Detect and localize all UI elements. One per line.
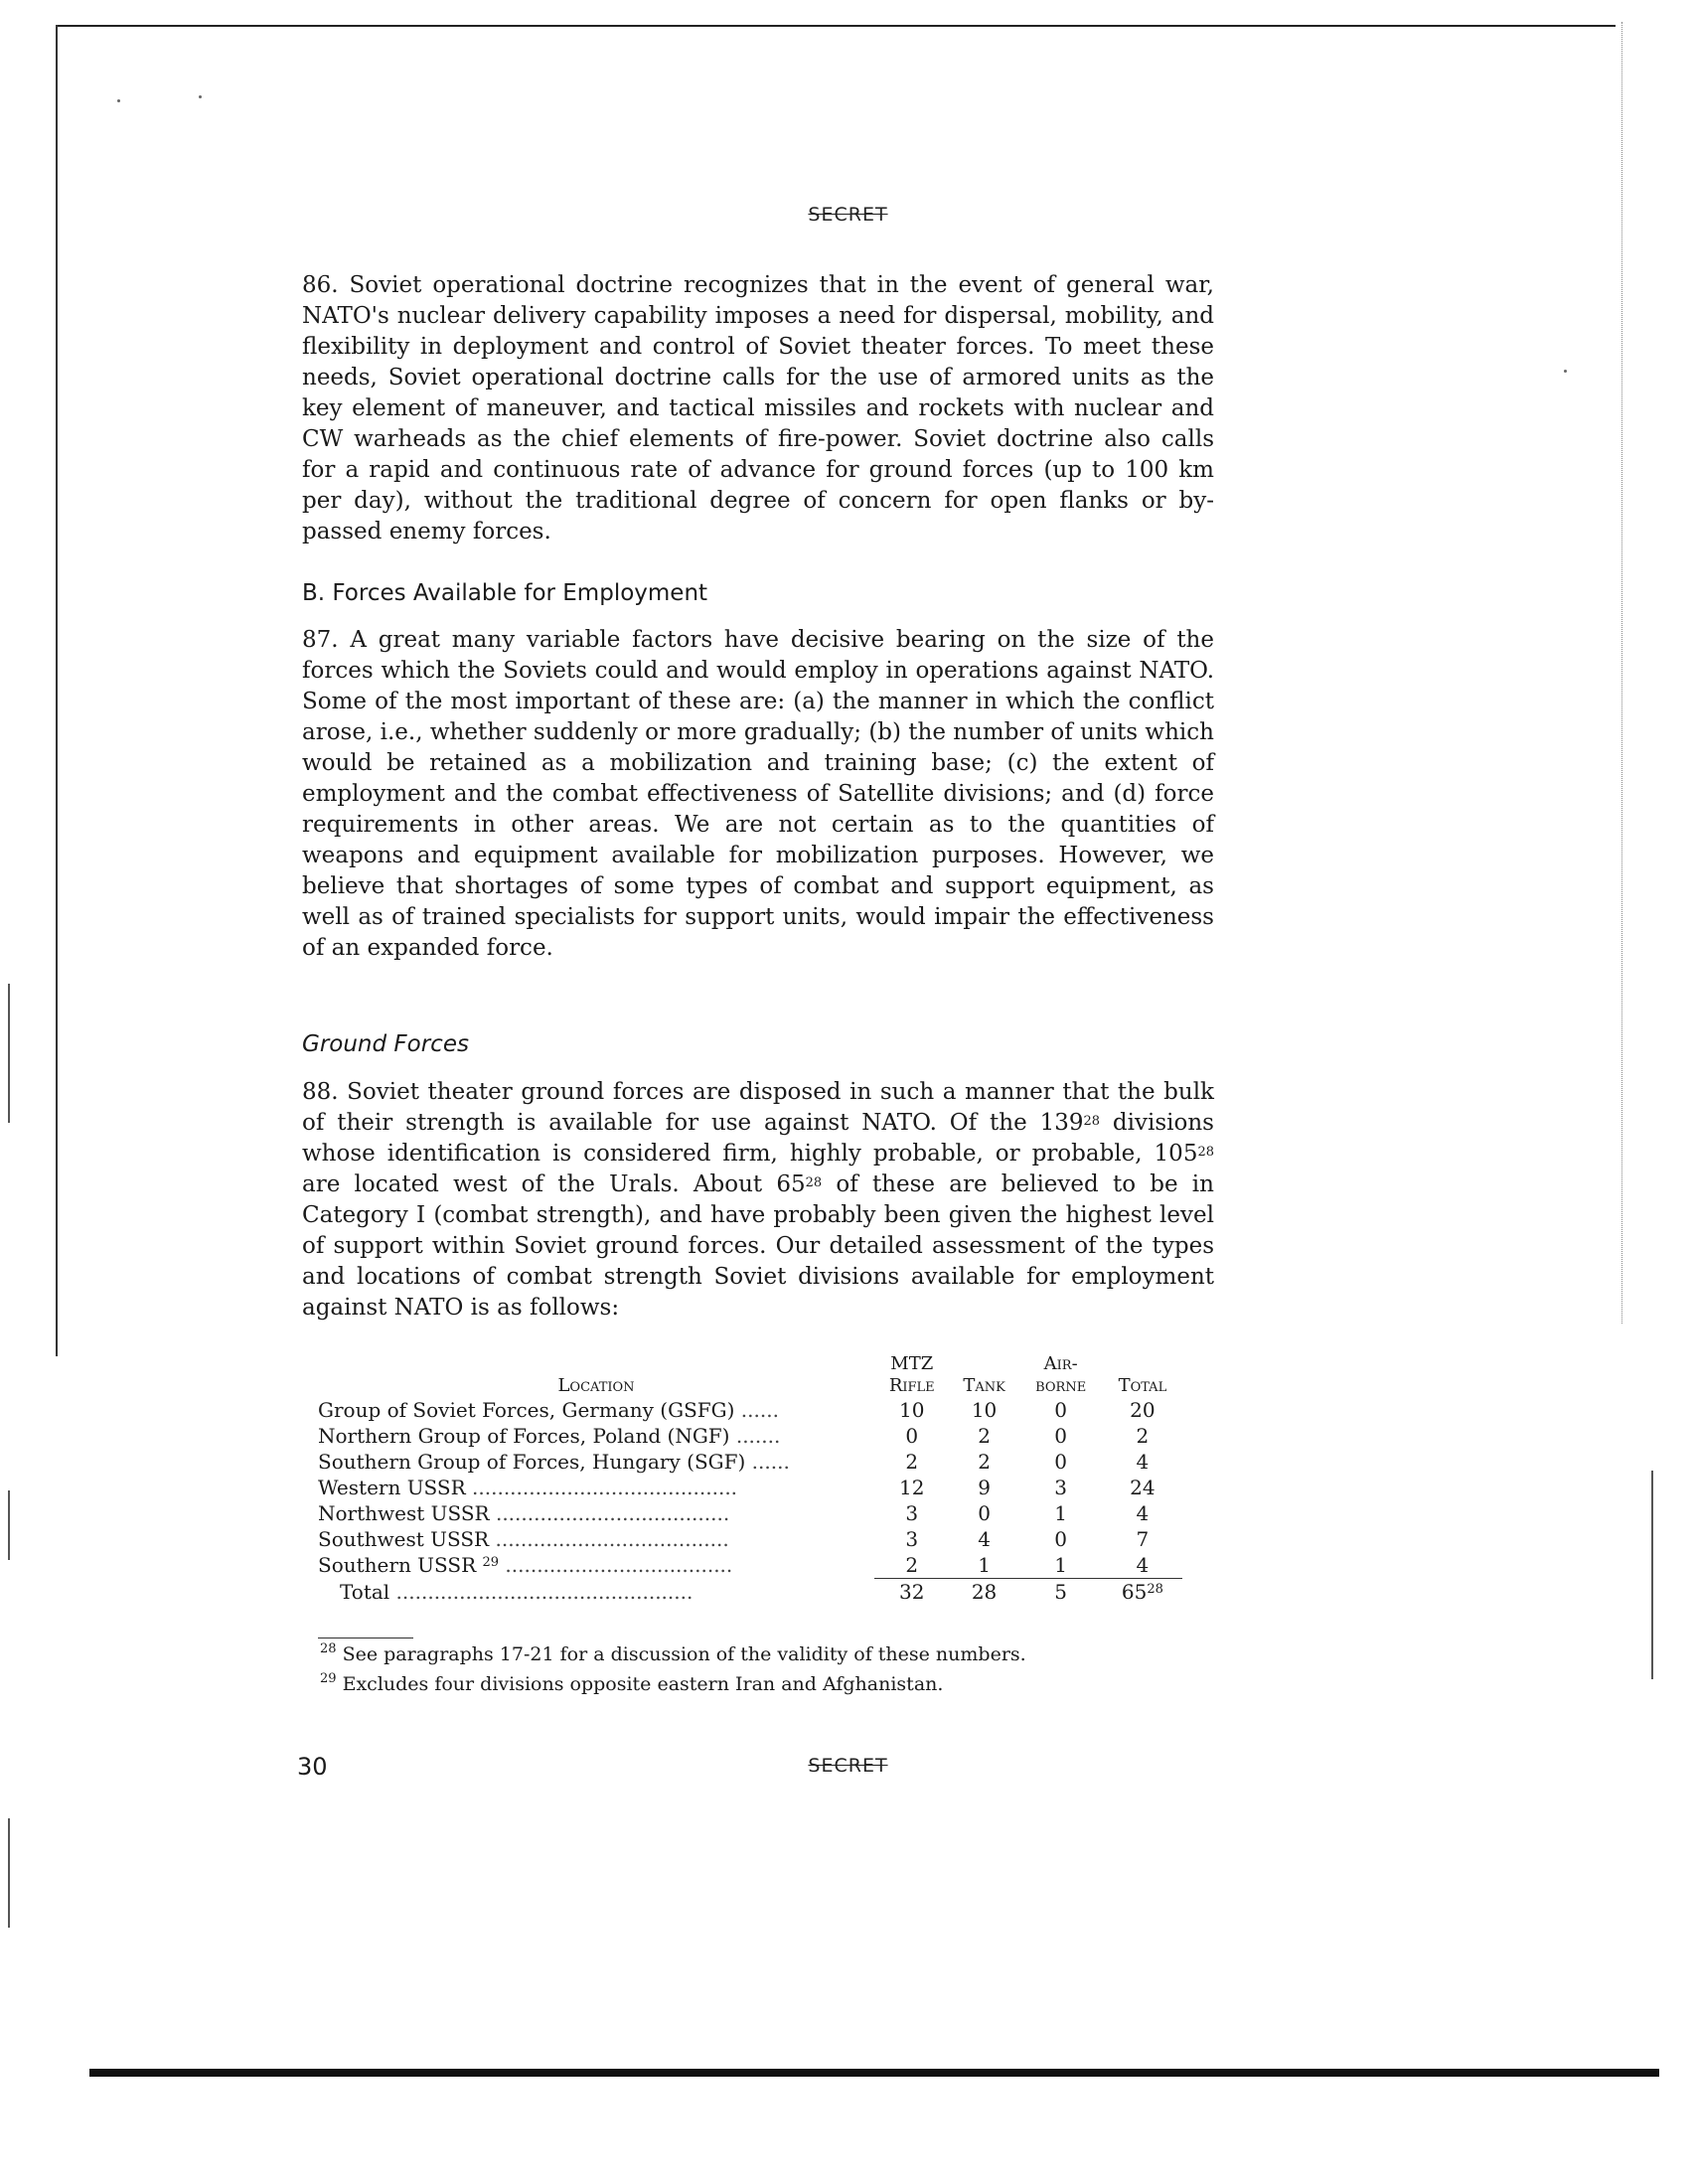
header-total: Total bbox=[1118, 1375, 1167, 1396]
table-row bbox=[318, 1475, 1182, 1500]
cell-total: 7 bbox=[1136, 1527, 1150, 1551]
cell-mtz: 12 bbox=[899, 1476, 925, 1499]
table-row bbox=[318, 1397, 1182, 1423]
scan-speck bbox=[199, 95, 202, 98]
header-mtz-rifle bbox=[874, 1353, 950, 1397]
cell-mtz: 2 bbox=[905, 1553, 919, 1577]
classification-header: SECRET bbox=[808, 204, 888, 226]
footnote-28-text: See paragraphs 17-21 for a discussion of the validity of these numbers. bbox=[342, 1643, 1026, 1665]
footnote-ref-28: 28 bbox=[805, 1175, 823, 1190]
table-row bbox=[318, 1500, 1182, 1526]
classification-footer: SECRET bbox=[808, 1755, 888, 1777]
footnote-29 bbox=[320, 1673, 943, 1695]
cell-mtz: 3 bbox=[905, 1501, 919, 1525]
cell-airborne: 0 bbox=[1054, 1450, 1068, 1474]
cell-total: 4 bbox=[1136, 1450, 1150, 1474]
table-total-row bbox=[318, 1579, 1182, 1606]
paragraph-88-text: of these are believed to be in Category I (combat strength), and have probably been given the highest level of support within Soviet ground forces. Our detailed assessment of the types and locations of combat strength Soviet divisions available for employment against NATO is as follows: bbox=[302, 1171, 1214, 1321]
table-row bbox=[318, 1526, 1182, 1552]
location-label: Western USSR bbox=[318, 1476, 466, 1499]
row-location bbox=[318, 1449, 874, 1475]
header-borne: borne bbox=[1035, 1375, 1087, 1396]
row-location bbox=[318, 1475, 874, 1500]
cell-airborne-total: 5 bbox=[1019, 1579, 1103, 1606]
cell-airborne: 1 bbox=[1054, 1501, 1068, 1525]
row-location bbox=[318, 1423, 874, 1449]
page-bottom-rule bbox=[89, 2069, 1659, 2077]
leader-dots: ...... bbox=[734, 1398, 779, 1422]
header-airborne bbox=[1019, 1353, 1103, 1397]
cell-airborne: 0 bbox=[1054, 1527, 1068, 1551]
cell-tank: 9 bbox=[978, 1476, 991, 1499]
scan-edge-mark bbox=[8, 984, 10, 1123]
cell-tank: 2 bbox=[978, 1450, 991, 1474]
header-rifle: Rifle bbox=[888, 1375, 935, 1396]
cell-total: 24 bbox=[1130, 1476, 1156, 1499]
cell-mtz: 3 bbox=[905, 1527, 919, 1551]
row-location bbox=[318, 1579, 874, 1606]
table-header-row bbox=[318, 1353, 1182, 1397]
paragraph-87: 87. A great many variable factors have decisive bearing on the size of the forces which the Soviets could and would employ in operations against NATO. Some of the most important of these are: (a) the manner in which the conflict arose, i.e., whether suddenly or more gradually; (b) the number of units which would be retained as a mobilization and training base; (c) the extent of employment and the combat effectiveness of Satellite divisions; and (d) force requirements in other areas. We are not certain as to the quantities of weapons and equipment available for mobilization purposes. However, we believe that shortages of some types of combat and support equipment, as well as of trained specialists for support units, would impair the effectiveness of an expanded force. bbox=[302, 627, 1214, 961]
cell-tank: 0 bbox=[978, 1501, 991, 1525]
cell-tank: 2 bbox=[978, 1424, 991, 1448]
leader-dots: ....... bbox=[729, 1424, 781, 1448]
cell-airborne: 3 bbox=[1054, 1476, 1068, 1499]
total-label: Total bbox=[340, 1579, 390, 1604]
leader-dots: .................................... bbox=[499, 1553, 733, 1578]
cell-airborne: 0 bbox=[1054, 1424, 1068, 1448]
paragraph-86: 86. Soviet operational doctrine recognizes that in the event of general war, NATO's nuclear delivery capability imposes a need for dispersal, mobility, and flexibility in deployment and control of Soviet theater forces. To meet these needs, Soviet operational doctrine calls for the use of armored units as the key element of maneuver, and tactical missiles and rockets with nuclear and CW warheads as the chief elements of fire-power. Soviet doctrine also calls for a rapid and continuous rate of advance for ground forces (up to 100 km per day), without the traditional degree of concern for open flanks or by-passed enemy forces. bbox=[302, 272, 1214, 545]
cell-total: 4 bbox=[1136, 1501, 1150, 1525]
row-location bbox=[318, 1552, 874, 1579]
divisions-table bbox=[318, 1353, 1182, 1605]
footnote-ref-29: 29 bbox=[482, 1555, 500, 1571]
location-label: Southern Group of Forces, Hungary (SGF) bbox=[318, 1450, 746, 1474]
cell-airborne: 0 bbox=[1054, 1398, 1068, 1422]
footnote-mark-29: 29 bbox=[320, 1671, 337, 1686]
leader-dots: ..................................... bbox=[489, 1527, 729, 1551]
cell-total: 20 bbox=[1130, 1398, 1156, 1422]
scan-speck bbox=[117, 99, 120, 102]
cell-mtz-total: 32 bbox=[874, 1579, 950, 1606]
location-label: Northwest USSR bbox=[318, 1501, 490, 1525]
row-location bbox=[318, 1500, 874, 1526]
footnote-mark-28: 28 bbox=[320, 1641, 337, 1656]
footnote-29-text: Excludes four divisions opposite eastern Iran and Afghanistan. bbox=[342, 1673, 944, 1695]
page-number: 30 bbox=[297, 1753, 328, 1781]
scan-speck bbox=[1564, 370, 1567, 373]
cell-total: 4 bbox=[1136, 1553, 1150, 1577]
cell-mtz: 10 bbox=[899, 1398, 925, 1422]
footnote-28 bbox=[320, 1643, 1026, 1665]
cell-tank: 10 bbox=[971, 1398, 998, 1422]
scan-edge-mark bbox=[1651, 1471, 1653, 1679]
table-row bbox=[318, 1449, 1182, 1475]
location-label: Southwest USSR bbox=[318, 1527, 490, 1551]
leader-dots: .......................................... bbox=[465, 1476, 738, 1499]
cell-mtz: 0 bbox=[905, 1424, 919, 1448]
cell-tank: 1 bbox=[978, 1553, 991, 1577]
row-location bbox=[318, 1397, 874, 1423]
grand-total-value: 65 bbox=[1121, 1580, 1148, 1604]
paragraph-88-text: divisions whose identification is considered firm, highly probable, or probable, 105 bbox=[302, 1110, 1214, 1167]
leader-dots: ..................................... bbox=[489, 1501, 730, 1525]
paragraph-88 bbox=[302, 1077, 1214, 1324]
paragraph-88-text: are located west of the Urals. About 65 bbox=[302, 1171, 806, 1197]
footnote-ref-28: 28 bbox=[1147, 1582, 1163, 1597]
cell-tank: 4 bbox=[978, 1527, 991, 1551]
location-label: Northern Group of Forces, Poland (NGF) bbox=[318, 1424, 730, 1448]
cell-total: 2 bbox=[1136, 1424, 1150, 1448]
footnote-ref-28: 28 bbox=[1197, 1145, 1214, 1160]
header-tank: Tank bbox=[963, 1375, 1005, 1396]
scan-edge-mark bbox=[8, 1818, 10, 1928]
cell-grand-total bbox=[1103, 1579, 1182, 1606]
table-row bbox=[318, 1552, 1182, 1579]
scan-edge-mark bbox=[8, 1490, 10, 1560]
location-label: Group of Soviet Forces, Germany (GSFG) bbox=[318, 1398, 735, 1422]
cell-mtz: 2 bbox=[905, 1450, 919, 1474]
section-heading-forces-available: B. Forces Available for Employment bbox=[302, 580, 708, 606]
location-label: Southern USSR bbox=[318, 1553, 477, 1578]
footnote-ref-28: 28 bbox=[1083, 1114, 1101, 1129]
header-mtz: MTZ bbox=[890, 1353, 934, 1374]
leader-dots: ............................................... bbox=[389, 1579, 694, 1604]
paragraph-88-text: 88. Soviet theater ground forces are disposed in such a manner that the bulk of their strength is available for use against NATO. Of the 139 bbox=[302, 1079, 1214, 1136]
page-top-border bbox=[56, 25, 1616, 27]
header-air: Air- bbox=[1043, 1353, 1078, 1374]
subheading-ground-forces: Ground Forces bbox=[302, 1031, 469, 1057]
header-location: Location bbox=[557, 1375, 635, 1396]
cell-tank-total: 28 bbox=[950, 1579, 1019, 1606]
leader-dots: ...... bbox=[745, 1450, 790, 1474]
cell-airborne: 1 bbox=[1054, 1553, 1068, 1577]
row-location bbox=[318, 1526, 874, 1552]
table-row bbox=[318, 1423, 1182, 1449]
